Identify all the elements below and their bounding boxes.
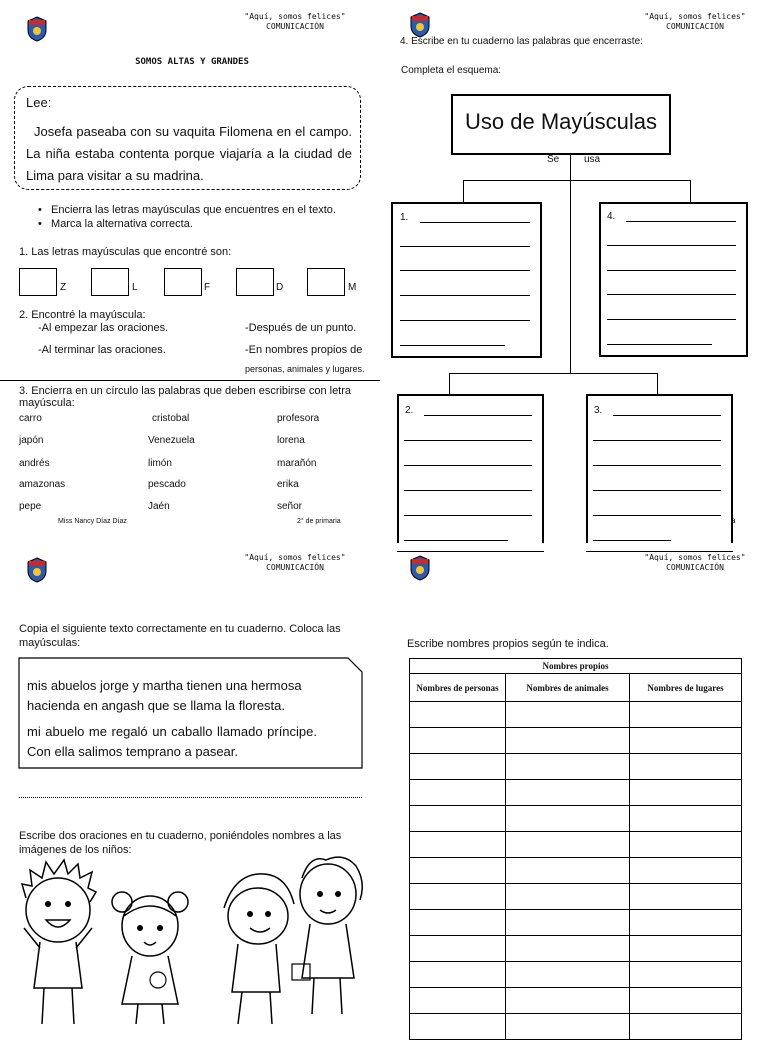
letter-box[interactable] (19, 268, 57, 296)
option[interactable]: -Al empezar las oraciones. (38, 322, 169, 334)
page1-title: SOMOS ALTAS Y GRANDES (135, 57, 249, 67)
table-cell[interactable] (506, 702, 630, 728)
page-gap (384, 543, 768, 551)
list-item: • Marca la alternativa correcta. (38, 218, 193, 230)
table-row (410, 910, 742, 936)
answer-line[interactable] (400, 320, 530, 321)
stray-mark: a (731, 516, 736, 525)
table-row (410, 754, 742, 780)
connector (449, 373, 450, 395)
letter-box[interactable] (164, 268, 202, 296)
table-row (410, 884, 742, 910)
children-pair-illustration (214, 852, 370, 1024)
table-cell[interactable] (410, 728, 506, 754)
answer-line[interactable] (404, 440, 532, 441)
scheme-box-3 (586, 394, 736, 552)
table-cell[interactable] (410, 780, 506, 806)
table-cell[interactable] (410, 702, 506, 728)
table-cell[interactable] (410, 858, 506, 884)
reading-passage: Josefa paseaba con su vaquita Filomena en el campo. La niña estaba contenta porque viajaría a la ciudad de Lima para visitar a su madrina. (26, 124, 352, 183)
column-header: Nombres de animales (506, 674, 630, 702)
table-cell[interactable] (410, 832, 506, 858)
letter-box[interactable] (307, 268, 345, 296)
table-row (410, 780, 742, 806)
copy-instruction: Copia el siguiente texto correctamente en tu cuaderno. Coloca las mayúsculas: (19, 623, 341, 649)
scheme-title: Uso de Mayúsculas (465, 109, 657, 134)
table-cell[interactable] (630, 858, 742, 884)
teacher-name: Miss Nancy Díaz Díaz (58, 518, 127, 525)
copy-text-1: mis abuelos jorge y martha tienen una hermosa hacienda en angash que se llama la floresta. (27, 678, 302, 713)
table-title: Nombres propios (410, 659, 742, 674)
question-1: 1. Las letras mayúsculas que encontré son: (19, 246, 232, 258)
table-cell[interactable] (630, 988, 742, 1014)
answer-line[interactable] (404, 540, 508, 541)
table-cell[interactable] (410, 988, 506, 1014)
table-cell[interactable] (410, 806, 506, 832)
word[interactable]: pescado (148, 479, 186, 490)
letter-label: L (132, 282, 138, 293)
table-cell[interactable] (506, 728, 630, 754)
dotted-divider (19, 797, 362, 798)
connector (690, 180, 691, 202)
table-row (410, 702, 742, 728)
scheme-box-1 (391, 202, 542, 358)
table-row (410, 728, 742, 754)
se-label: Se (547, 154, 560, 165)
table-cell[interactable] (410, 910, 506, 936)
answer-line[interactable] (400, 345, 505, 346)
question-3: 3. Encierra en un círculo las palabras que deben escribirse con letra mayúscula: (19, 385, 352, 409)
word[interactable]: amazonas (19, 479, 66, 490)
answer-line[interactable] (607, 245, 736, 246)
table-cell[interactable] (506, 884, 630, 910)
table-row (410, 858, 742, 884)
table-row (410, 832, 742, 858)
table-cell[interactable] (630, 728, 742, 754)
table-cell[interactable] (630, 780, 742, 806)
word[interactable]: carro (19, 413, 42, 424)
school-logo-icon (409, 555, 431, 581)
connector (463, 180, 464, 202)
table-cell[interactable] (630, 1014, 742, 1040)
letter-box[interactable] (91, 268, 129, 296)
answer-line[interactable] (424, 415, 532, 416)
table-row (410, 806, 742, 832)
page2-header: "Aquí, somos felices" COMUNICACIÓN (644, 12, 746, 31)
letter-label: Z (60, 282, 67, 293)
table-cell[interactable] (630, 702, 742, 728)
table-cell[interactable] (506, 988, 630, 1014)
table-cell[interactable] (506, 936, 630, 962)
word[interactable]: japón (19, 435, 44, 446)
read-label: Lee: (26, 95, 52, 110)
word[interactable]: andrés (19, 458, 50, 469)
table-cell[interactable] (630, 936, 742, 962)
school-logo-icon (26, 557, 48, 583)
option[interactable]: -Después de un punto. (245, 322, 357, 334)
table-cell[interactable] (506, 910, 630, 936)
table-cell[interactable] (410, 754, 506, 780)
table-cell[interactable] (506, 754, 630, 780)
table-cell[interactable] (506, 1014, 630, 1040)
proper-names-table (409, 658, 742, 1040)
table-cell[interactable] (506, 780, 630, 806)
option[interactable]: -Al terminar las oraciones. (38, 344, 166, 356)
answer-line[interactable] (593, 490, 721, 491)
grade-label: 2° de primaria (297, 518, 341, 525)
connector (657, 373, 658, 395)
page4-header: "Aquí, somos felices" COMUNICACIÓN (644, 553, 746, 572)
column-header: Nombres de personas (410, 674, 506, 702)
table-cell[interactable] (630, 754, 742, 780)
box-number: 4. (607, 211, 616, 222)
word[interactable]: pepe (19, 501, 42, 512)
answer-line[interactable] (607, 270, 736, 271)
word[interactable]: cristobal (152, 413, 190, 424)
word[interactable]: lorena (277, 435, 305, 446)
word[interactable]: señor (277, 501, 303, 512)
column-header: Nombres de lugares (630, 674, 742, 702)
scheme-box-2 (397, 394, 544, 552)
word[interactable]: Venezuela (148, 435, 195, 446)
answer-line[interactable] (607, 344, 712, 345)
answer-line[interactable] (404, 515, 532, 516)
table-cell[interactable] (630, 884, 742, 910)
connector (463, 180, 690, 181)
option-continued: personas, animales y lugares. (245, 364, 365, 374)
table-cell[interactable] (506, 806, 630, 832)
answer-line[interactable] (593, 440, 721, 441)
table-row (410, 1014, 742, 1040)
word[interactable]: Jaén (148, 501, 170, 512)
letter-label: M (348, 282, 357, 293)
letter-box[interactable] (236, 268, 274, 296)
option[interactable]: -En nombres propios de (245, 344, 363, 356)
answer-line[interactable] (400, 270, 530, 271)
page3-header: "Aquí, somos felices" COMUNICACIÓN (244, 553, 346, 572)
connector (570, 153, 571, 373)
table-cell[interactable] (410, 1014, 506, 1040)
table-cell[interactable] (506, 962, 630, 988)
instructions-list (38, 203, 368, 231)
copy-text-2: mi abuelo me regaló un caballo llamado príncipe. Con ella salimos temprano a pasear. (27, 724, 317, 759)
word[interactable]: limón (148, 458, 172, 469)
table-cell[interactable] (630, 910, 742, 936)
names-instruction: Escribe nombres propios según te indica. (407, 638, 609, 650)
table-cell[interactable] (506, 858, 630, 884)
question-4: 4. Escribe en tu cuaderno las palabras que encerraste: (400, 36, 643, 47)
answer-line[interactable] (607, 319, 736, 320)
table-cell[interactable] (506, 832, 630, 858)
answer-line[interactable] (613, 415, 721, 416)
table-cell[interactable] (630, 806, 742, 832)
answer-line[interactable] (400, 246, 530, 247)
usa-label: usa (584, 154, 601, 165)
divider (0, 380, 380, 381)
letter-label: F (204, 282, 211, 293)
table-cell[interactable] (630, 962, 742, 988)
table-cell[interactable] (410, 962, 506, 988)
page1-header: "Aquí, somos felices" COMUNICACIÓN (244, 12, 346, 31)
answer-line[interactable] (607, 294, 736, 295)
answer-line[interactable] (400, 295, 530, 296)
connector (449, 373, 657, 374)
word[interactable]: erika (277, 479, 299, 490)
answer-line[interactable] (404, 465, 532, 466)
answer-line[interactable] (593, 540, 671, 541)
answer-line[interactable] (593, 515, 721, 516)
scheme-instruction: Completa el esquema: (401, 65, 502, 76)
answer-line[interactable] (593, 465, 721, 466)
table-row (410, 988, 742, 1014)
scheme-box-4 (599, 202, 748, 357)
letter-label: D (276, 282, 284, 293)
box-number: 2. (405, 405, 414, 416)
answer-line[interactable] (626, 221, 736, 222)
school-logo-icon (409, 12, 431, 38)
question-2: 2. Encontré la mayúscula: (19, 309, 146, 321)
sentences-instruction: Escribe dos oraciones en tu cuaderno, poniéndoles nombres a las imágenes de los niños: (19, 830, 342, 856)
list-item: • Encierra las letras mayúsculas que encuentres en el texto. (38, 204, 336, 216)
table-row (410, 962, 742, 988)
table-row (410, 936, 742, 962)
boy-illustration (18, 858, 98, 1024)
box-number: 1. (400, 212, 409, 223)
table-cell[interactable] (630, 832, 742, 858)
table-cell[interactable] (410, 936, 506, 962)
school-logo-icon (26, 16, 48, 42)
box-number: 3. (594, 405, 603, 416)
answer-line[interactable] (420, 222, 530, 223)
word[interactable]: marañón (277, 458, 317, 469)
girl-illustration (108, 886, 193, 1024)
table-cell[interactable] (410, 884, 506, 910)
word[interactable]: profesora (277, 413, 320, 424)
answer-line[interactable] (404, 490, 532, 491)
